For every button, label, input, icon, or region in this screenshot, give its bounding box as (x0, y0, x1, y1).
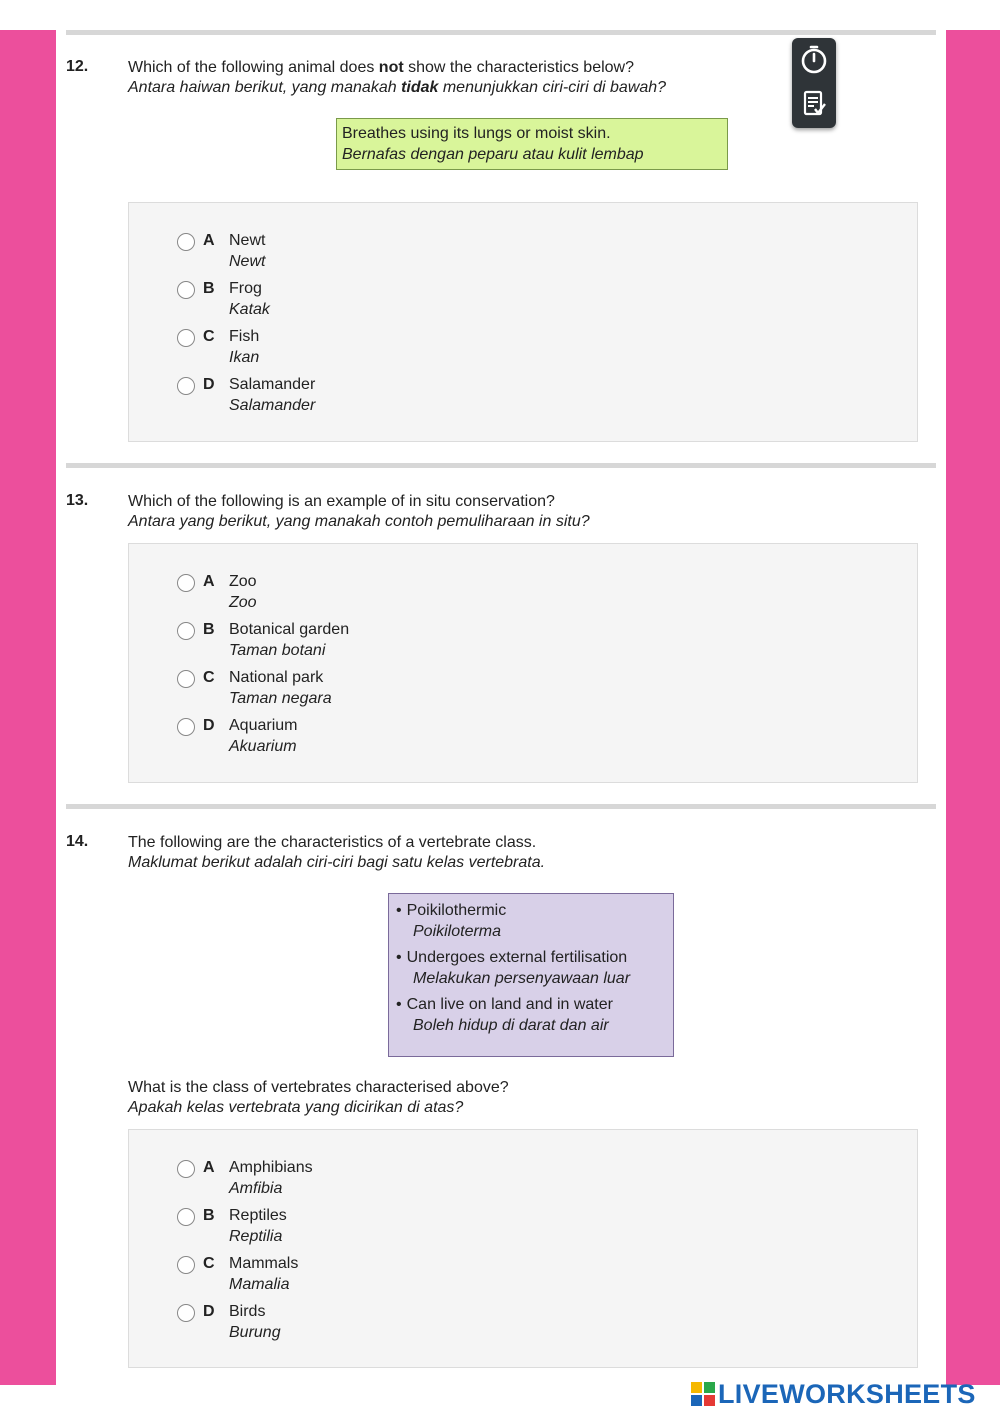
text-part: Antara haiwan berikut, yang manakah (128, 79, 402, 96)
option-letter: C (203, 1255, 215, 1272)
characteristic-en: • Poikilothermic (396, 900, 666, 921)
option-label-ms: Ikan (229, 349, 260, 366)
timer-icon (798, 42, 830, 78)
option-label-ms: Akuarium (229, 738, 297, 755)
option-letter: D (203, 717, 215, 734)
option-label-ms: Salamander (229, 397, 316, 414)
option-label-en: Frog (229, 280, 262, 297)
radio-button[interactable] (177, 622, 195, 640)
characteristic-ms: Melakukan persenyawaan luar (413, 970, 631, 987)
question-text (128, 833, 545, 873)
option-c[interactable] (177, 668, 577, 710)
option-label-ms: Mamalia (229, 1276, 290, 1293)
characteristic-en: Breathes using its lungs or moist skin. (342, 125, 611, 142)
option-label-ms: Taman negara (229, 690, 332, 707)
option-d[interactable] (177, 375, 577, 417)
question-text-ms: Antara yang berikut, yang manakah contoh pemuliharaan in situ? (128, 513, 590, 530)
tool-panel (792, 38, 836, 128)
option-d[interactable] (177, 716, 577, 758)
radio-button[interactable] (177, 1208, 195, 1226)
option-label-en: Amphibians (229, 1159, 313, 1176)
check-answers-icon (798, 86, 830, 122)
right-pink-border (946, 30, 1000, 1385)
separator (66, 30, 936, 35)
characteristic-item (396, 900, 666, 942)
characteristics-box (388, 893, 674, 1057)
option-a[interactable] (177, 572, 577, 614)
option-b[interactable] (177, 1206, 577, 1248)
option-letter: C (203, 328, 215, 345)
characteristic-en: • Undergoes external fertilisation (396, 947, 666, 968)
question-text (128, 58, 666, 98)
option-letter: D (203, 1303, 215, 1320)
option-label-en: Birds (229, 1303, 266, 1320)
characteristic-ms: Poikiloterma (413, 923, 502, 940)
question-text (128, 492, 590, 532)
separator (66, 804, 936, 809)
logo-text: LIVEWORKSHEETS (718, 1378, 976, 1409)
option-a[interactable] (177, 1158, 577, 1200)
radio-button[interactable] (177, 718, 195, 736)
question-text-ms (128, 78, 666, 98)
characteristic-item (396, 947, 666, 989)
option-label-en: Fish (229, 328, 260, 345)
option-c[interactable] (177, 1254, 577, 1296)
radio-button[interactable] (177, 574, 195, 592)
option-letter: A (203, 232, 215, 249)
question-number: 12. (66, 58, 89, 75)
option-label-ms: Katak (229, 301, 270, 318)
text-emphasis: tidak (401, 79, 439, 96)
option-letter: B (203, 1207, 215, 1224)
sub-question-en: What is the class of vertebrates characterised above? (128, 1079, 509, 1096)
check-answers-button[interactable] (798, 86, 830, 122)
options-panel (128, 202, 918, 442)
text-part: Which of the following animal does (128, 59, 379, 76)
option-label-en: Reptiles (229, 1207, 287, 1224)
option-letter: A (203, 573, 215, 590)
characteristic-box (336, 118, 728, 170)
logo-mark-icon (690, 1381, 716, 1407)
text-part: menunjukkan ciri-ciri di bawah? (438, 79, 667, 96)
option-d[interactable] (177, 1302, 577, 1344)
option-letter: B (203, 280, 215, 297)
option-label-en: Aquarium (229, 717, 298, 734)
option-c[interactable] (177, 327, 577, 369)
option-label-ms: Reptilia (229, 1228, 283, 1245)
worksheet-page (56, 0, 946, 1415)
option-letter: D (203, 376, 215, 393)
separator (66, 463, 936, 468)
radio-button[interactable] (177, 281, 195, 299)
characteristic-ms: Bernafas dengan peparu atau kulit lembap (342, 146, 644, 163)
characteristic-item (396, 994, 666, 1036)
question-text-ms: Maklumat berikut adalah ciri-ciri bagi satu kelas vertebrata. (128, 854, 546, 871)
option-label-ms: Zoo (229, 594, 257, 611)
option-label-ms: Newt (229, 253, 266, 270)
radio-button[interactable] (177, 1256, 195, 1274)
option-label-en: Botanical garden (229, 621, 350, 638)
radio-button[interactable] (177, 329, 195, 347)
question-number: 13. (66, 492, 89, 509)
question-number: 14. (66, 833, 89, 850)
radio-button[interactable] (177, 670, 195, 688)
left-pink-border (0, 30, 56, 1385)
timer-button[interactable] (798, 42, 830, 78)
option-label-en: Zoo (229, 573, 257, 590)
option-label-ms: Taman botani (229, 642, 326, 659)
options-panel (128, 1129, 918, 1368)
question-text-en: The following are the characteristics of a vertebrate class. (128, 834, 537, 851)
question-text-en: Which of the following is an example of in situ conservation? (128, 493, 555, 510)
radio-button[interactable] (177, 1160, 195, 1178)
option-letter: C (203, 669, 215, 686)
option-label-en: Salamander (229, 376, 316, 393)
radio-button[interactable] (177, 377, 195, 395)
option-b[interactable] (177, 620, 577, 662)
radio-button[interactable] (177, 233, 195, 251)
option-label-en: Mammals (229, 1255, 299, 1272)
options-panel (128, 543, 918, 783)
question-text-en (128, 58, 666, 78)
option-a[interactable] (177, 231, 577, 273)
option-letter: B (203, 621, 215, 638)
option-label-en: Newt (229, 232, 266, 249)
text-emphasis: not (378, 59, 404, 76)
radio-button[interactable] (177, 1304, 195, 1322)
option-label-ms: Amfibia (229, 1180, 283, 1197)
sub-question-text (128, 1078, 509, 1118)
sub-question-ms: Apakah kelas vertebrata yang dicirikan di atas? (128, 1099, 464, 1116)
option-b[interactable] (177, 279, 577, 321)
option-letter: A (203, 1159, 215, 1176)
option-label-en: National park (229, 669, 324, 686)
liveworksheets-logo (690, 1374, 976, 1414)
characteristic-en: • Can live on land and in water (396, 994, 666, 1015)
characteristic-ms: Boleh hidup di darat dan air (413, 1017, 609, 1034)
text-part: show the characteristics below? (403, 59, 634, 76)
option-label-ms: Burung (229, 1324, 281, 1341)
